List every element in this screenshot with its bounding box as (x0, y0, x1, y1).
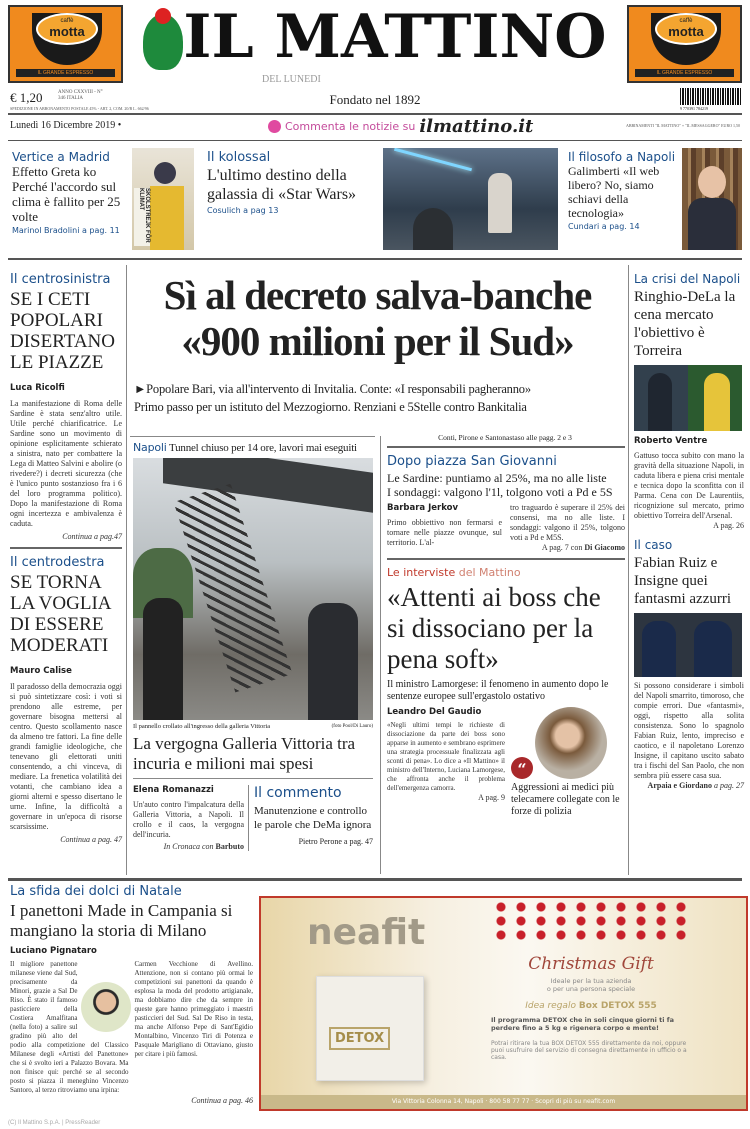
gattuso-torreira-photo (634, 365, 742, 431)
kicker: Il commento (254, 785, 342, 801)
panettoni-article[interactable] (10, 884, 253, 1105)
price: € 1,20 (10, 90, 43, 105)
interview-article[interactable] (387, 566, 625, 818)
barcode (680, 88, 742, 105)
kicker: Il centrosinistra (10, 272, 111, 287)
ruiz-insigne-photo (634, 613, 742, 677)
author: Luca Ricolfi (10, 383, 65, 393)
side-note[interactable]: Aggressioni ai medici più telecamere collegate con le forze di polizia (511, 782, 620, 817)
ruiz-continue[interactable]: Arpaia e Giordano a pag. 27 (647, 781, 744, 790)
headline: Fabian Ruiz e Insigne quei fantasmi azzurri (634, 555, 732, 607)
commento[interactable] (249, 785, 373, 851)
ad-line: o per una persona speciale (546, 985, 636, 993)
comment-bubble-icon (268, 120, 281, 133)
headline: Manutenzione e controllo le parole che DeMa ignora (254, 805, 372, 831)
ad-footer: Via Vittoria Colonna 14, Napoli · 800 58 77 77 · Scopri di più su neafit.com (261, 1095, 746, 1109)
left-column (10, 272, 122, 844)
kicker: Il caso (634, 538, 673, 552)
teaser-climate[interactable] (12, 150, 130, 235)
ornaments-icon (491, 900, 691, 940)
kicker: La crisi del Napoli (634, 272, 741, 286)
headline: I panettoni Made in Campania si mangiano la storia di Milano (10, 901, 233, 940)
divider (10, 547, 122, 549)
author: Roberto Ventre (634, 436, 708, 446)
gallery-article[interactable] (133, 785, 249, 851)
protest-sign: SKOLSTREJK FÖR KLIMAT (134, 188, 150, 246)
author: Barbara Jerkov (387, 503, 459, 513)
gallery-continue[interactable]: In Cronaca con Barbuto (163, 842, 244, 851)
bundle-note: ABBINAMENTI "IL MATTINO" + "IL MESSAGGERO" EURO 1,50 (625, 123, 740, 128)
galimberti-photo (682, 148, 742, 250)
neafit-ad[interactable] (259, 896, 748, 1111)
right-column (634, 272, 744, 790)
editorial-centrodestra[interactable] (10, 555, 122, 844)
copyright: (C) Il Mattino S.p.A. | PressReader (8, 1120, 101, 1126)
kicker: Il centrodestra (10, 555, 105, 570)
interview-headline[interactable]: «Attenti ai boss che si dissociano per la pena soft» (387, 582, 601, 674)
motta-logo (655, 13, 717, 45)
quote-icon: “ (511, 757, 533, 779)
lamorgese-photo (535, 707, 607, 779)
continue-link[interactable]: Continua a pag.47 (62, 532, 122, 541)
neafit-logo: neafit (307, 912, 426, 953)
gallery-headline[interactable]: La vergogna Galleria Vittoria tra incuria e milioni mai spesi (133, 734, 356, 773)
divider (387, 558, 625, 560)
teaser-galimberti[interactable] (568, 150, 680, 231)
ad-line: Ideale per la tua azienda (550, 977, 632, 985)
article-body: Un'auto contro l'impalcatura della Galleria Vittoria, a Napoli. Il crollo e il caos, la vergogna dell'incuria. (133, 800, 244, 839)
interview-deck: Il ministro Lamorgese: il fenomeno in aumento dopo le sentenze europee sull'ergastolo ostativo (387, 679, 609, 702)
interview-kicker: Le interviste del Mattino (387, 566, 521, 579)
motta-logo (36, 13, 98, 45)
edition-info: ANNO CXXVIII - N° 346 ITALIA (58, 90, 103, 101)
continue-link[interactable]: Continua a pag. 47 (60, 835, 122, 844)
teaser-kicker: Vertice a Madrid (12, 150, 110, 164)
lead-credit[interactable]: Conti, Pirone e Santonastaso alle pagg. 2 e 3 (438, 433, 572, 442)
rooster-logo-icon (143, 14, 183, 70)
article-body: La manifestazione di Roma delle Sardine è stata senz'altro utile. Utile perché chiarificatrice. Le Sardine sono un movimento di opinione esplicitamente schierato a sinistra, nato per combattere la Lega di Matteo Salvini e abolire (o rivedere?) i decreti sicurezza (che è l'unico punto sostanzioso fra i 6 del loro programma politico). Dopo la manifestazione di Roma ogni incertezza e ambivalenza è caduta. (10, 399, 122, 528)
sal-de-riso-photo (81, 982, 131, 1032)
continue-link[interactable]: A pag. 9 (478, 793, 505, 802)
headline: SE TORNA LA VOGLIA DI ESSERE MODERATI (10, 572, 111, 656)
masthead-subtitle: DEL LUNEDI (262, 74, 321, 85)
lead-deck (134, 380, 624, 416)
lead-deck-1: ►Popolare Bari, via all'intervento di Invitalia. Conte: «I responsabili pagheranno» (134, 382, 531, 396)
site-name[interactable]: ilmattino.it (419, 116, 534, 137)
founded: Fondato nel 1892 (329, 92, 421, 107)
detox-box-label: DETOX (329, 1027, 390, 1050)
divider (387, 446, 625, 448)
interview-body: «Negli ultimi tempi le richieste di dissociazione da parte dei boss sono apparse in aumento e sembrano esprimere una strategia processuale finalizzata agli sconti di pena». Lo dice a «Il Mattino» il ministro dell'Interno, Luciana Lamorgese, che affronta anche il problema dell'emergenza camorra. (387, 721, 505, 792)
detox-box-image (316, 976, 424, 1081)
motta-ad-left[interactable] (8, 5, 123, 83)
comment-prompt: Commenta le notizie su (285, 120, 416, 133)
article-body: Il paradosso della democrazia oggi si può sintetizzare così: i voti si prendono alle estreme, per governare bisogna mettersi al centro. Questo scollamento nasce da almeno tre fattori. La fine delle grandi famiglie ideologiche, che tenevano gli elettorati uniti consentendo, a chi vinceva, di mediare. La frenetica volatilità dei votanti, che cambiano idea a giorni alterni e spesso disertano le urne. Infine, la difficoltà a governare in un'epoca di risorse scarsissime. (10, 682, 122, 831)
teaser-headline: L'ultimo destino della galassia di «Star Wars» (207, 167, 357, 203)
motta-caffe-label: caffè (60, 18, 74, 24)
napoli-strap: Napoli Tunnel chiuso per 14 ore, lavori mai eseguiti (133, 441, 357, 454)
issue-date: Lunedì 16 Dicembre 2019 • (10, 120, 122, 131)
teaser-byline: Cosulich a pag 13 (207, 206, 279, 215)
center-right-column (387, 446, 625, 818)
article-body: Gattuso tocca subito con mano la gravità della situazione Napoli, in caduta libera e piena crisi mentale e tecnica dopo la sconfitta con il Parma. Cena con De Laurentiis, ricognizione sul mercato, primo obiettivo Torreira dell'Arsenal. (634, 451, 744, 520)
teaser-byline: Cundari a pag. 14 (568, 222, 640, 231)
napoli-crisis[interactable] (634, 272, 744, 530)
teaser-headline: Galimberti «Il web libero? No, siamo schiavi della tecnologia» (568, 164, 660, 220)
headline-1: Le Sardine: puntiamo al 25%, ma no alle liste (387, 471, 607, 485)
lead-deck-2: Primo passo per un istituto del Mezzogiorno. Renziani e 5Stelle contro Bankitalia (134, 400, 527, 414)
kicker: La sfida dei dolci di Natale (10, 884, 182, 899)
teaser-kicker: Il kolossal (207, 150, 271, 165)
newspaper-title: IL MATTINO (130, 2, 620, 72)
article-body: Primo obbiettivo non fermarsi e tornare nelle piazze ovunque, sul territorio. L'al- (387, 518, 502, 547)
continue-link[interactable]: Pietro Perone a pag. 47 (298, 837, 373, 846)
author: Luciano Pignataro (10, 946, 97, 956)
motta-tagline: IL GRANDE ESPRESSO (635, 69, 734, 77)
napoli-column (133, 441, 373, 851)
article-body: tro traguardo è superare il 25% dei consensi, ma no alle liste. I sondaggi: valgono il 25%, tolgono voti a Pd e M5S. (510, 503, 625, 542)
ad-pitch: Il programma DETOX che in soli cinque giorni ti fa perdere fino a 5 kg e rigenera corpo e mente! (491, 1016, 674, 1032)
author: Elena Romanazzi (133, 785, 214, 795)
editorial-centrosinistra[interactable] (10, 272, 122, 541)
kicker: Dopo piazza San Giovanni (387, 454, 557, 469)
headline: Ringhio-DeLa la cena mercato l'obiettivo è Torreira (634, 289, 736, 359)
motta-tagline: IL GRANDE ESPRESSO (16, 69, 115, 77)
headline-2: I sondaggi: valgono l'1l, tolgono voti a Pd e 5S (387, 485, 613, 499)
ruiz-insigne[interactable] (634, 538, 744, 790)
teaser-star-wars[interactable] (207, 150, 379, 215)
headline: SE I CETI POPOLARI DISERTANO LE PIAZZE (10, 289, 116, 373)
sardine-article[interactable] (387, 454, 625, 552)
article-body: Si possono considerare i simboli del Napoli smarrito, timoroso, che compie errori. Due «fantasmi», oggi, rispetto alla solita consistenza. Sono lo spagnolo Fabian Ruiz, lento, impreciso e caotico, e il napoletano Lorenzo Insigne, il capitano uscito sabato tra i fischi del San Paolo, che non sembra più essere casa sua. (634, 681, 744, 780)
article-body: Carmen Vecchione di Avellino. Attenzione, non si contano più ormai le competizioni sui panettoni da quando è esplosa la moda del prodotto artigianale, ma dobbiamo dire che da sempre in queste gare hanno primeggiato i maestri pasticcieri del Sud. Sal De Riso in testa, ma anche Alfonso Pepe di Sant'Egidio Montalbino, Vincenzo Tiri di Potenza e Pasquale Marigliano di Ottaviano, giusto per citare i più famosi. (134, 960, 253, 1058)
motta-caffe-label: caffè (679, 18, 693, 24)
barcode-number: 9 770391 784219 (680, 106, 708, 111)
lead-headline-2: «900 milioni per il Sud» (181, 318, 574, 364)
article-body: Il migliore panettone milanese viene dal Sud, precisamente da Minori, grazie a Sal De Riso. È stato il famoso pasticciere della Costiera Amalfitana (nella foto) a salire sul gradino più alto del podio alla competizione del Classico Milanese degli «Artisti del Panettone» che si è svolto ieri a Palazzo Bovara. Ma non finisce qui: perché se al secondo posto si piazza il meneghino Vincenzo Santoro, al terzo ritroviamo una irpina: (10, 960, 129, 1094)
lead-story[interactable] (130, 272, 625, 364)
continue-link[interactable]: A pag. 26 (713, 521, 744, 530)
motta-brand: motta (668, 24, 704, 39)
ad-idea: Idea regalo Box DETOX 555 (525, 1001, 657, 1011)
comment-link[interactable] (268, 116, 533, 137)
teaser-headline: Effetto Greta ko Perché l'accordo sul clima è fallito per 25 volte (12, 164, 121, 224)
photo-caption: Il pannello crollato all'ingresso della galleria Vittoria (foto Pool/Di Lauro) (133, 723, 373, 730)
teaser-byline: Marinol Bradolini a pag. 11 (12, 226, 120, 235)
author: Leandro Del Gaudio (387, 707, 482, 717)
star-wars-photo (383, 148, 558, 250)
greta-photo (132, 148, 194, 250)
continue-link[interactable]: Continua a pag. 46 (191, 1096, 253, 1105)
postal-info: SPEDIZIONE IN ABBONAMENTO POSTALE 45% - ART. 2, COM. 20/B L. 662/96 (10, 106, 149, 111)
motta-brand: motta (49, 24, 85, 39)
ad-info: Potrai ritirare la tua BOX DETOX 555 direttamente da noi, oppure puoi usufruire del servizio di consegna direttamente in ufficio o a casa. (491, 1040, 687, 1061)
lead-headline-1: Sì al decreto salva-banche (163, 272, 592, 318)
ad-script: Christmas Gift (528, 954, 654, 974)
motta-ad-right[interactable] (627, 5, 742, 83)
teaser-kicker: Il filosofo a Napoli (568, 150, 676, 164)
gallery-collapse-photo (133, 458, 373, 720)
author: Mauro Calise (10, 666, 72, 676)
sardine-continue[interactable]: A pag. 7 con Di Giacomo (541, 543, 625, 552)
